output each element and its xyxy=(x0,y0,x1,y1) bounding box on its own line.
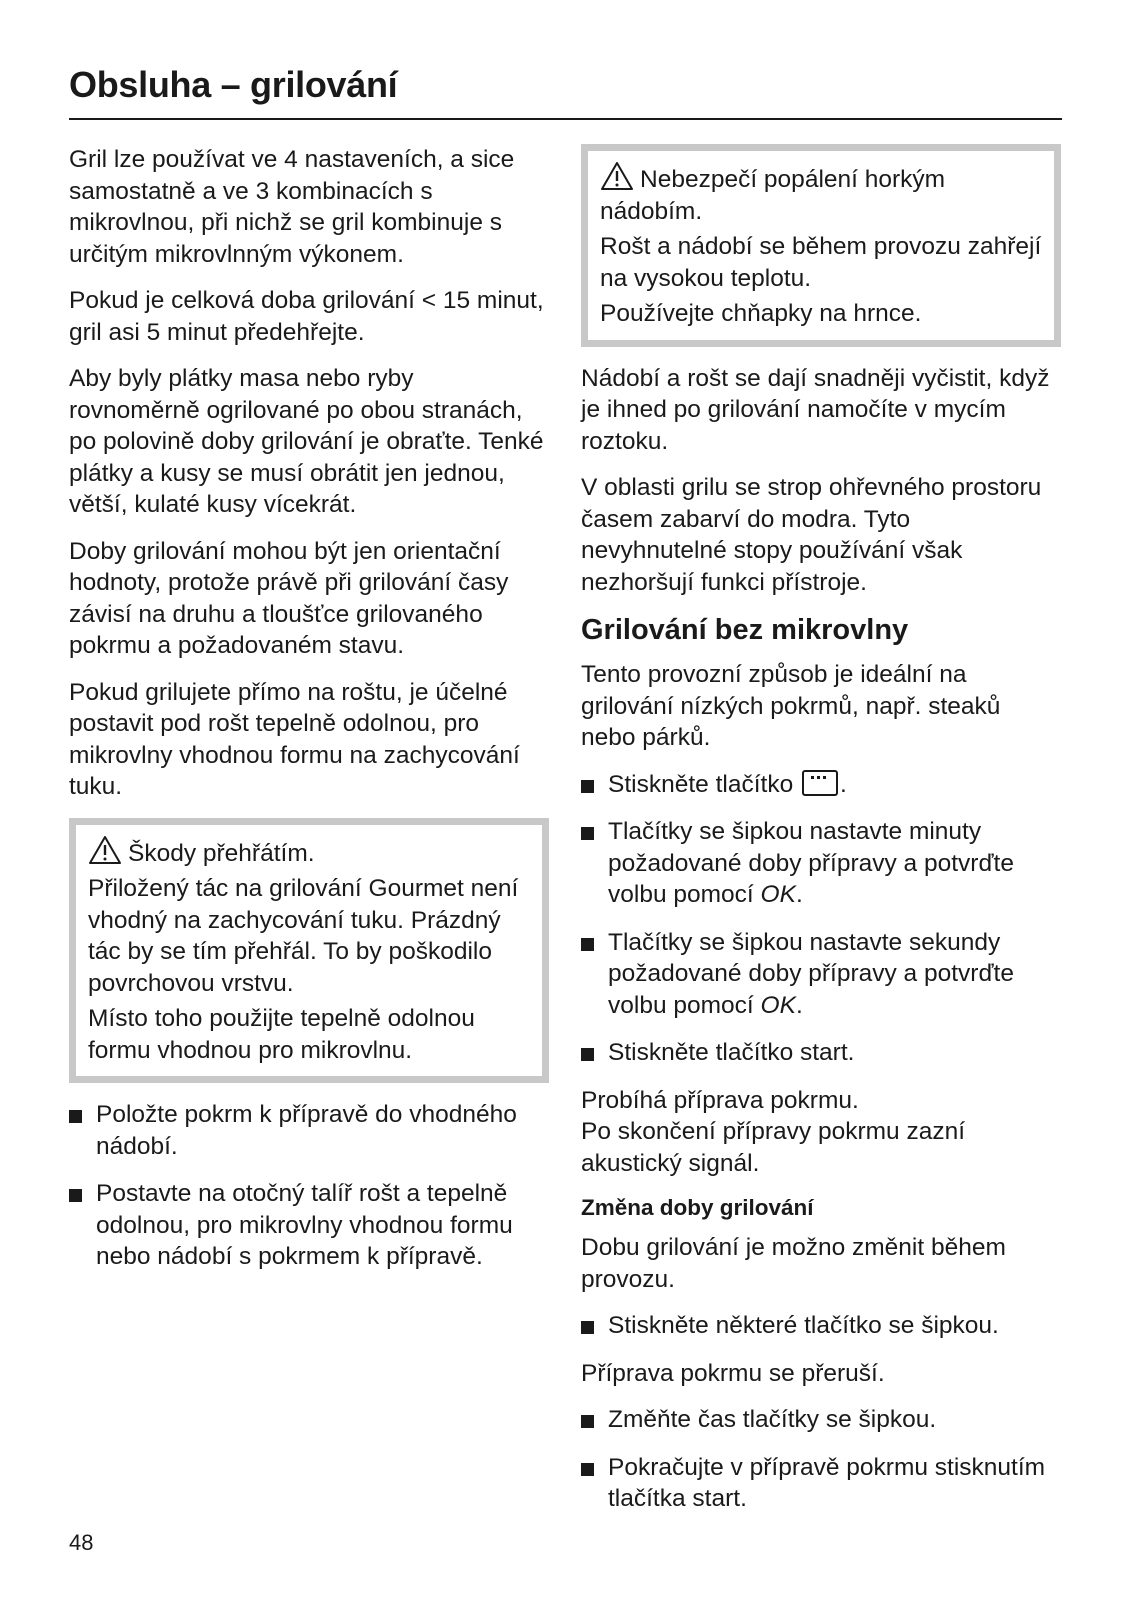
warning-triangle-icon xyxy=(600,161,634,191)
square-bullet-icon xyxy=(581,1415,594,1428)
grill-key-icon xyxy=(802,770,838,796)
warning-title-row xyxy=(600,161,1042,227)
ok-label: OK xyxy=(760,881,796,908)
paragraph: Gril lze používat ve 4 nastaveních, a sice samostatně a ve 3 kombinacích s mikrovlnou, při nichž se gril kombinuje s určitým mikrovlnným výkonem. xyxy=(69,146,515,268)
warning-box xyxy=(581,144,1061,347)
list-item-text: Postavte na otočný talíř rošt a tepelně odolnou, pro mikrovlny vhodnou formu nebo nádobí s pokrmem k přípravě. xyxy=(96,1180,513,1270)
step-text: Tlačítky se šipkou nastavte sekundy požadované doby přípravy a potvrďte volbu pomocí xyxy=(608,928,1014,1019)
list-item xyxy=(581,1452,1061,1515)
list-item xyxy=(581,1037,1061,1069)
warning-title: Škody přehřátím. xyxy=(128,839,315,867)
ok-label: OK xyxy=(760,991,796,1019)
list-item-text: Pokračujte v přípravě pokrmu stisknutím tlačítka start. xyxy=(608,1453,1046,1512)
paragraph: Probíhá příprava pokrmu. xyxy=(581,1086,859,1114)
page-title: Obsluha – grilování xyxy=(69,64,398,105)
list-item xyxy=(581,816,1061,911)
sub-heading: Změna doby grilování xyxy=(581,1195,814,1220)
square-bullet-icon xyxy=(581,1321,594,1334)
paragraph: Dobu grilování je možno změnit během provozu. xyxy=(581,1234,1006,1293)
square-bullet-icon xyxy=(581,1463,594,1476)
paragraph: Příprava pokrmu se přeruší. xyxy=(581,1359,885,1387)
warning-title-row xyxy=(88,835,530,870)
list-item-text: Tlačítky se šipkou nastavte minuty požadované doby přípravy a potvrďte volbu pomocí OK. xyxy=(608,818,1014,908)
paragraph: V oblasti grilu se strop ohřevného prostoru časem zabarví do modra. Tyto nevyhnutelné stopy používání však nezhoršují funkci přístroje. xyxy=(581,474,1042,596)
list-item-text: Stiskněte některé tlačítko se šipkou. xyxy=(608,1312,999,1339)
square-bullet-icon xyxy=(69,1110,82,1123)
title-rule xyxy=(69,118,1062,120)
warning-text: Používejte chňapky na hrnce. xyxy=(600,300,922,327)
list-item-text: Tlačítky se šipkou nastavte sekundy požadované doby přípravy a potvrďte volbu pomocí OK. xyxy=(608,928,1014,1019)
step-text: Stiskněte tlačítko xyxy=(608,770,794,798)
list-item xyxy=(581,1310,1061,1342)
paragraph: Doby grilování mohou být jen orientační hodnoty, protože právě při grilování časy závisí na druhu a tloušťce grilovaného pokrmu a požadovaném stavu. xyxy=(69,537,509,659)
paragraph: Pokud je celková doba grilování < 15 minut, gril asi 5 minut předehřejte. xyxy=(69,287,544,346)
list-item xyxy=(581,1404,1061,1436)
paragraph: Tento provozní způsob je ideální na grilování nízkých pokrmů, např. steaků nebo párků. xyxy=(581,661,1001,751)
list-item-text: Položte pokrm k přípravě do vhodného nádobí. xyxy=(96,1101,517,1160)
list-item xyxy=(69,1099,549,1162)
paragraph: Po skončení přípravy pokrmu zazní akustický signál. xyxy=(581,1118,966,1177)
square-bullet-icon xyxy=(581,780,594,793)
paragraph: Aby byly plátky masa nebo ryby rovnoměrně ogrilované po obou stranách, po polovině doby grilování je obraťte. Tenké plátky a kusy se musí obrátit jen jednou, větší, kulaté kusy vícekrát. xyxy=(69,365,544,518)
square-bullet-icon xyxy=(581,938,594,951)
square-bullet-icon xyxy=(69,1189,82,1202)
warning-box xyxy=(69,818,549,1084)
list-item xyxy=(581,769,1061,801)
section-heading: Grilování bez mikrovlny xyxy=(581,614,909,646)
step-suffix: . xyxy=(840,770,847,798)
list-item xyxy=(69,1178,549,1273)
square-bullet-icon xyxy=(581,1048,594,1061)
warning-title: Nebezpečí popálení horkým nádobím. xyxy=(600,166,946,225)
list-item-text: Stiskněte tlačítko start. xyxy=(608,1039,855,1066)
list-item-text xyxy=(608,769,1061,801)
step-text: Tlačítky se šipkou nastavte minuty požadované doby přípravy a potvrďte volbu pomocí xyxy=(608,818,1014,908)
page-number: 48 xyxy=(69,1530,94,1555)
list-item-text: Změňte čas tlačítky se šipkou. xyxy=(608,1406,937,1433)
warning-text: Rošt a nádobí se během provozu zahřejí na vysokou teplotu. xyxy=(600,233,1042,292)
warning-text: Přiložený tác na grilování Gourmet není vhodný na zachycování tuku. Prázdný tác by se tím přehřál. To by poškodilo povrchovou vrstvu. xyxy=(88,875,519,997)
warning-text: Místo toho použijte tepelně odolnou formu vhodnou pro mikrovlnu. xyxy=(88,1005,475,1064)
warning-triangle-icon xyxy=(88,835,122,865)
list-item xyxy=(581,927,1061,1022)
square-bullet-icon xyxy=(581,827,594,840)
right-column xyxy=(581,144,1061,1531)
paragraph: Pokud grilujete přímo na roštu, je účelné postavit pod rošt tepelně odolnou, pro mikrovlny vhodnou formu na zachycování tuku. xyxy=(69,678,520,800)
paragraph: Nádobí a rošt se dají snadněji vyčistit, když je ihned po grilování namočíte v mycím roztoku. xyxy=(581,364,1050,455)
left-column xyxy=(69,144,549,1289)
